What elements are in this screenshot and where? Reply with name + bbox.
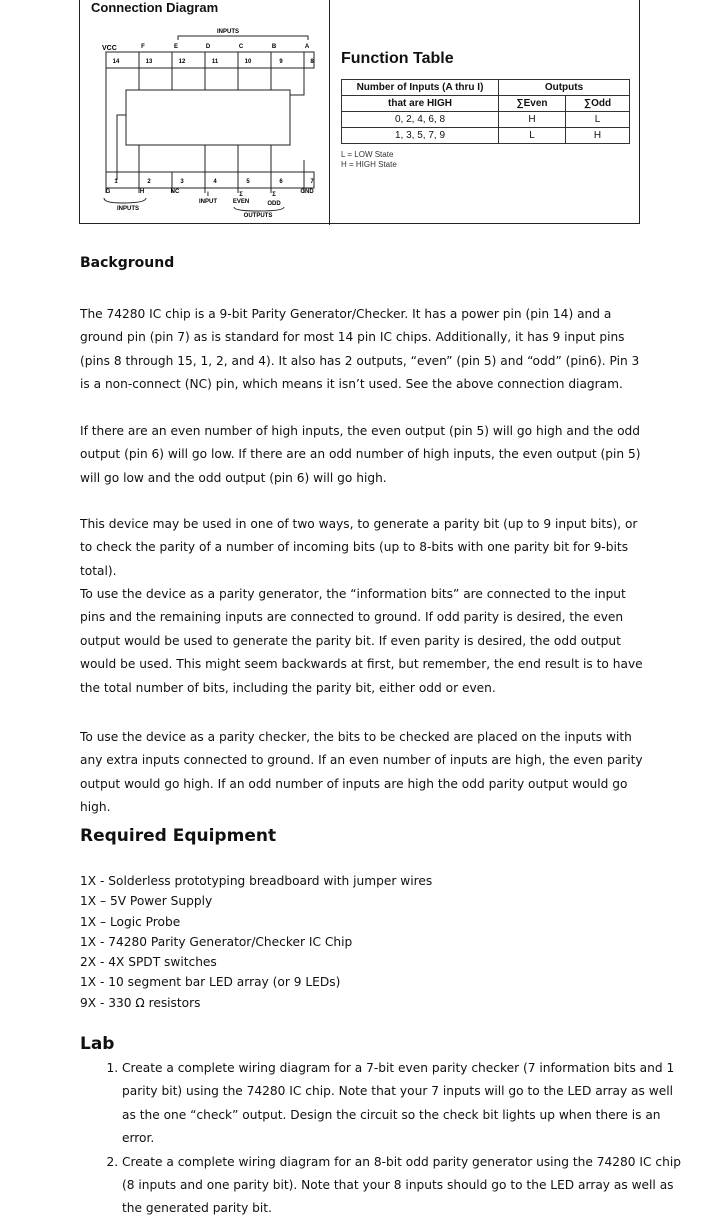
ft-row2-even: L [499, 128, 566, 144]
pin-11-num: 11 [211, 59, 219, 65]
pin-8-num: 8 [310, 59, 314, 65]
list-item: 1X - 74280 Parity Generator/Checker IC Chip [80, 934, 353, 949]
background-paragraph-1: The 74280 IC chip is a 9-bit Parity Generator/Checker. It has a power pin (pin 14) and a ground pin (pin 7) as is standard for most 14 pin IC chips. Additionally, it has 9 input pins (pins 8 through 15, 1, 2, and 4). It also has 2 outputs, “even” (pin 5) and “odd” (pin6). Pin 3 is a non-connect (NC) pin, which means it isn’t used. See the above connection diagram. [80, 307, 640, 392]
ic-body [126, 90, 290, 145]
pin-10-num: 10 [244, 59, 252, 65]
pin-12-letter: E [173, 44, 179, 50]
legend-high: H = HIGH State [341, 160, 397, 169]
pin-6-label: Σ [272, 192, 276, 198]
table-row [342, 112, 630, 128]
pin-4-label: I [207, 192, 209, 198]
list-item: 1X - 10 segment bar LED array (or 9 LEDs) [80, 975, 341, 990]
pin-3-label: NC [170, 189, 180, 195]
pin-7-label: GND [300, 189, 314, 195]
top-pin-strip [106, 52, 314, 68]
connection-diagram [82, 20, 322, 220]
pin-7-num: 7 [310, 179, 314, 185]
equipment-list [80, 871, 432, 1013]
pin-4-input-label: INPUT [199, 199, 217, 205]
pin-13-num: 13 [145, 59, 153, 65]
pin-13-letter: F [141, 44, 145, 50]
function-table-title: Function Table [341, 50, 454, 67]
odd-label: ODD [267, 201, 281, 207]
table-row [342, 128, 630, 144]
pin-8-letter: A [304, 44, 310, 50]
list-item: 1X - Solderless prototyping breadboard with jumper wires [80, 874, 433, 888]
ft-row1-even: H [499, 112, 566, 128]
background-paragraph-5: To use the device as a parity checker, the bits to be checked are placed on the inputs with any extra inputs connected to ground. If an even number of inputs are high, the even parity output would go high. If an odd number of inputs are high the odd parity output would go high. [80, 730, 643, 815]
pin-9-num: 9 [279, 59, 283, 65]
pin-4-num: 4 [213, 179, 217, 185]
lab-item-2: 2. Create a complete wiring diagram for an 8-bit odd parity generator using the 74280 IC chip (8 inputs and one parity bit). Note that your 8 inputs should go to the LED array as well as the generated parity bit. [122, 1151, 682, 1221]
connection-diagram-title: Connection Diagram [91, 0, 219, 15]
ft-even-header: ∑Even [499, 96, 566, 112]
vcc-label: VCC [102, 45, 117, 52]
pin-6-num: 6 [279, 179, 283, 185]
top-inputs-bracket [178, 36, 308, 40]
function-table [341, 79, 630, 144]
ft-outputs-header: Outputs [499, 80, 630, 96]
ft-row2-inputs: 1, 3, 5, 7, 9 [342, 128, 499, 144]
ft-col1-subheader: that are HIGH [342, 96, 499, 112]
pin-9-letter: B [271, 44, 277, 50]
list-item: 9X - 330 Ω resistors [80, 995, 201, 1010]
list-item: 1X – Logic Probe [80, 914, 181, 929]
background-heading: Background [80, 255, 175, 271]
ft-row2-odd: H [566, 128, 630, 144]
even-label: EVEN [232, 199, 250, 205]
outputs-label: OUTPUTS [243, 213, 273, 219]
bottom-pin-strip [106, 172, 314, 188]
ft-col1-header: Number of Inputs (A thru I) [342, 80, 499, 96]
list-item: 2X - 4X SPDT switches [80, 955, 217, 970]
equipment-heading: Required Equipment [80, 826, 277, 846]
pin-2-num: 2 [147, 179, 151, 185]
background-paragraph-3: This device may be used in one of two ways, to generate a parity bit (up to 9 input bits), or to check the parity of a number of incoming bits (up to 8-bits with one parity bit for 9-bits total). [80, 517, 638, 578]
pin-2-label: H [139, 189, 145, 195]
pin-5-num: 5 [246, 179, 250, 185]
bottom-inputs-brace [104, 198, 146, 203]
lab-list [80, 1057, 682, 1221]
ft-row1-odd: L [566, 112, 630, 128]
list-item: 1X – 5V Power Supply [80, 894, 213, 909]
pin-1-num: 1 [114, 179, 118, 185]
background-paragraph-4: To use the device as a parity generator, the “information bits” are connected to the input pins and the remaining inputs are connected to ground. If odd parity is desired, the even output would be used to generate the parity bit. If even parity is desired, the odd output would be used. This might seem backwards at first, but remember, the end result is to have the total number of bits, including the parity bit, either odd or even. [80, 587, 643, 695]
pin-5-label: Σ [239, 192, 243, 198]
top-inputs-label: INPUTS [216, 29, 240, 35]
legend-low: L = LOW State [341, 150, 394, 159]
figure-divider [329, 0, 330, 225]
pin-3-num: 3 [180, 179, 184, 185]
outputs-brace [234, 207, 284, 211]
lab-item-1: 1. Create a complete wiring diagram for a 7-bit even parity checker (7 information bits and 1 parity bit) using the 74280 IC chip. Note that your 7 inputs will go to the LED array as well as the one “check” output. Design the circuit so the check bit lights up when there is an error. [122, 1057, 682, 1151]
pin-1-label: G [105, 189, 111, 195]
lab-heading: Lab [80, 1034, 115, 1054]
pin-12-num: 12 [178, 59, 186, 65]
bottom-inputs-label: INPUTS [116, 206, 140, 212]
ft-odd-header: ∑Odd [566, 96, 630, 112]
pin-11-letter: D [205, 44, 211, 50]
pin-14-num: 14 [112, 59, 120, 65]
background-paragraph-2: If there are an even number of high inputs, the even output (pin 5) will go high and the odd output (pin 6) will go low. If there are an odd number of high inputs, the even output (pin 5) will go low and the odd output (pin 6) will go high. [80, 424, 641, 485]
ft-row1-inputs: 0, 2, 4, 6, 8 [342, 112, 499, 128]
pin-10-letter: C [238, 44, 244, 50]
